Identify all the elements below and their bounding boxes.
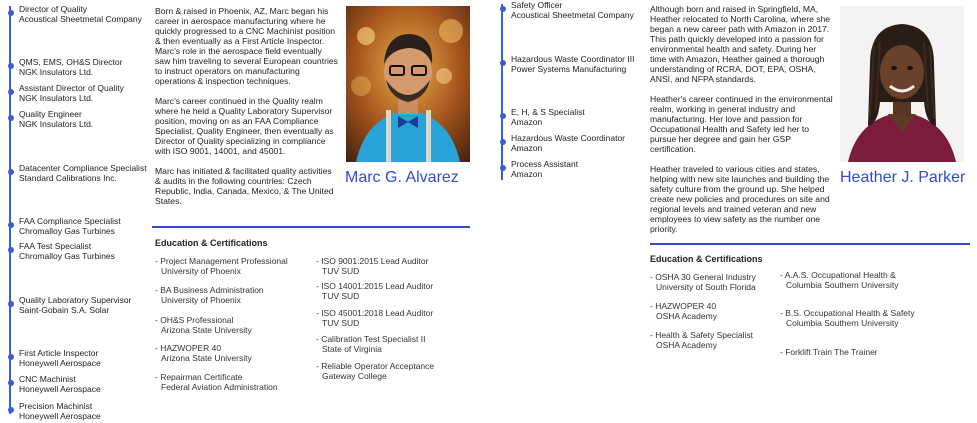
timeline-dot	[500, 113, 506, 119]
timeline-item-title: Assistant Director of Quality	[19, 83, 124, 93]
timeline-item-org: Acoustical Sheetmetal Company	[19, 13, 142, 24]
timeline-item-org: Chromalloy Gas Turbines	[19, 225, 115, 236]
marc-photo	[346, 6, 470, 162]
certification-item	[155, 344, 252, 363]
certification-title: - Calibration Test Specialist II	[316, 334, 426, 344]
certification-title: - Forklift Train The Trainer	[780, 347, 878, 357]
timeline-dot	[8, 247, 14, 253]
certification-item	[316, 309, 433, 328]
timeline-item	[19, 58, 122, 77]
timeline-dot	[8, 169, 14, 175]
heather-name: Heather J. Parker	[840, 169, 966, 186]
certification-issuer: Columbia Southern University	[786, 279, 899, 290]
timeline-dot	[8, 89, 14, 95]
timeline-item-org: NGK Insulators Ltd.	[19, 118, 94, 129]
timeline-item	[511, 1, 634, 20]
timeline-item-title: Hazardous Waste Coordinator III	[511, 54, 635, 64]
timeline-item-title: Director of Quality	[19, 4, 88, 14]
marc-bio-paragraph: Born & raised in Phoenix, AZ, Marc began his career in aerospace manufacturing where he quickly progressed to a CNC Machinist position & then eventually as a First Article Inspector. Marc's role in the aerospace field eventually saw him traveling to several European countries to instruct operators on manufacturing operations & inspection techniques.	[155, 6, 338, 86]
certification-issuer: University of South Florida	[656, 281, 756, 292]
timeline-item-org: Honeywell Aerospace	[19, 383, 101, 394]
timeline-dot	[500, 165, 506, 171]
timeline-item	[19, 84, 124, 103]
certification-item	[316, 282, 433, 301]
timeline-dot	[8, 380, 14, 386]
timeline-item-org: Amazon	[511, 142, 543, 153]
certification-item	[155, 316, 252, 335]
certification-title: - HAZWOPER 40	[650, 301, 717, 311]
heather-education-title: Education & Certifications	[650, 254, 763, 264]
timeline-item	[19, 375, 101, 394]
timeline-dot	[8, 407, 14, 413]
certification-title: - ISO 45001:2018 Lead Auditor	[316, 308, 434, 318]
timeline-dot	[500, 60, 506, 66]
timeline-item	[511, 55, 634, 74]
timeline-item	[19, 164, 147, 183]
timeline-dot	[8, 10, 14, 16]
certification-issuer: Federal Aviation Administration	[161, 381, 278, 392]
certification-item	[155, 257, 288, 276]
marc-bio	[155, 6, 338, 216]
timeline-dot	[500, 139, 506, 145]
timeline-dot	[8, 222, 14, 228]
timeline-item	[511, 108, 585, 127]
timeline-item	[19, 296, 131, 315]
heather-bio-paragraph: Heather's career continued in the environmental realm, working in general industry and manufacturing. Her love and passion for Occupational Health and Safety led her to pursue her degree and gain her GSP certification.	[650, 94, 833, 154]
certification-title: - OSHA 30 General Industry	[650, 272, 756, 282]
timeline-item-org: Amazon	[511, 168, 543, 179]
certification-title: - BA Business Administration	[155, 285, 264, 295]
heather-divider	[650, 243, 970, 245]
timeline-item-title: Datacenter Compliance Specialist	[19, 163, 147, 173]
certification-item	[780, 309, 920, 328]
timeline-item-org: Honeywell Aerospace	[19, 357, 101, 368]
timeline-item-org: Acoustical Sheetmetal Company	[511, 9, 634, 20]
certification-item	[650, 331, 753, 350]
timeline-item	[19, 242, 115, 261]
certification-issuer: TUV SUD	[322, 290, 360, 301]
certification-issuer: Gateway College	[322, 370, 387, 381]
timeline-item-title: Safety Officer	[511, 0, 563, 10]
timeline-dot	[8, 354, 14, 360]
timeline-item-title: Process Assistant	[511, 159, 579, 169]
certification-issuer: OSHA Academy	[656, 310, 717, 321]
certification-issuer: OSHA Academy	[656, 339, 717, 350]
timeline-item-org: Power Systems Manufacturing	[511, 63, 627, 74]
certification-title: - B.S. Occupational Health & Safety	[780, 308, 915, 318]
timeline-dot	[8, 63, 14, 69]
certification-issuer: State of Virginia	[322, 343, 382, 354]
certification-item	[316, 362, 434, 381]
timeline-item	[19, 349, 101, 368]
timeline-dot	[8, 301, 14, 307]
certification-title: - Repairman Certificate	[155, 372, 243, 382]
timeline-item-org: Standard Calibrations Inc.	[19, 172, 117, 183]
timeline-item-title: E, H, & S Specialist	[511, 107, 585, 117]
certification-title: - Health & Safety Specialist	[650, 330, 753, 340]
timeline-item-org: Honeywell Aerospace	[19, 410, 101, 421]
certification-issuer: University of Phoenix	[161, 265, 241, 276]
heather-bio-paragraph: Although born and raised in Springfield, MA, Heather relocated to North Carolina, where she began a new career path with Amazon in 2017. This path quickly developed into a passion for environmental health and safety. During her time with Amazon, Heather gained a thorough understanding of RCRA, DOT, EPA, OSHA, ANSI, and NFPA standards.	[650, 4, 831, 84]
certification-title: - A.A.S. Occupational Health &	[780, 270, 896, 280]
timeline-item	[19, 110, 93, 129]
certification-issuer: Arizona State University	[161, 352, 252, 363]
timeline-item-title: FAA Test Specialist	[19, 241, 92, 251]
certification-item	[155, 286, 264, 305]
timeline-item-org: Chromalloy Gas Turbines	[19, 250, 115, 261]
certification-issuer: Arizona State University	[161, 324, 252, 335]
certification-issuer: Columbia Southern University	[786, 317, 899, 328]
certification-item	[780, 271, 898, 290]
timeline-item-title: QMS, EMS, OH&S Director	[19, 57, 123, 67]
timeline-item-org: NGK Insulators Ltd.	[19, 66, 94, 77]
timeline-item	[19, 217, 121, 236]
certification-item	[650, 302, 717, 321]
timeline-item-title: Precision Machinist	[19, 401, 93, 411]
heather-timeline-line	[501, 4, 503, 180]
timeline-item-org: NGK Insulators Ltd.	[19, 92, 94, 103]
heather-bio-paragraph: Heather traveled to various cities and states, helping with new site launches and building the safety culture from the ground up. She helped create new policies and procedures on site and regional levels and trained veteran and new employees to view safety as the number one priority.	[650, 164, 830, 234]
marc-bio-paragraph: Marc has initiated & facilitated quality activities & audits in the following countries: Czech Republic, India, Canada, Mexico, & The United States.	[155, 166, 334, 206]
marc-education-title: Education & Certifications	[155, 238, 268, 248]
timeline-dot	[500, 6, 506, 12]
certification-item	[316, 335, 425, 354]
certification-title: - Project Management Professional	[155, 256, 288, 266]
timeline-item	[511, 160, 578, 179]
certification-title: - HAZWOPER 40	[155, 343, 222, 353]
heather-bio	[650, 4, 833, 244]
certification-item	[780, 348, 878, 358]
certification-issuer: University of Phoenix	[161, 294, 241, 305]
certification-title: - Reliable Operator Acceptance	[316, 361, 435, 371]
marc-bio-paragraph: Marc's career continued in the Quality realm where he held a Quality Laboratory Supervisor position, moving on as an FAA Compliance Specialist, Quality Engineer, then eventually as Director of Quality specializing in compliance with ISO 9001, 14001, and 45001.	[155, 96, 334, 156]
timeline-item-title: Quality Laboratory Supervisor	[19, 295, 132, 305]
marc-divider	[152, 226, 470, 228]
marc-name: Marc G. Alvarez	[345, 169, 459, 186]
certification-issuer: TUV SUD	[322, 317, 360, 328]
timeline-dot	[8, 115, 14, 121]
timeline-item-title: Quality Engineer	[19, 109, 82, 119]
timeline-item	[19, 5, 142, 24]
certification-item	[650, 273, 756, 292]
certification-title: - ISO 14001:2015 Lead Auditor	[316, 281, 434, 291]
certification-item	[155, 373, 278, 392]
timeline-item-title: First Article Inspector	[19, 348, 99, 358]
heather-photo	[840, 6, 964, 162]
timeline-item-title: CNC Machinist	[19, 374, 76, 384]
certification-title: - OH&S Professional	[155, 315, 234, 325]
timeline-item	[19, 402, 101, 421]
timeline-item-title: Hazardous Waste Coordinator	[511, 133, 626, 143]
certification-item	[316, 257, 428, 276]
certification-issuer: TUV SUD	[322, 265, 360, 276]
certification-title: - ISO 9001:2015 Lead Auditor	[316, 256, 429, 266]
timeline-item-title: FAA Compliance Specialist	[19, 216, 121, 226]
timeline-item	[511, 134, 625, 153]
timeline-item-org: Saint-Gobain S.A. Solar	[19, 304, 110, 315]
timeline-item-org: Amazon	[511, 116, 543, 127]
